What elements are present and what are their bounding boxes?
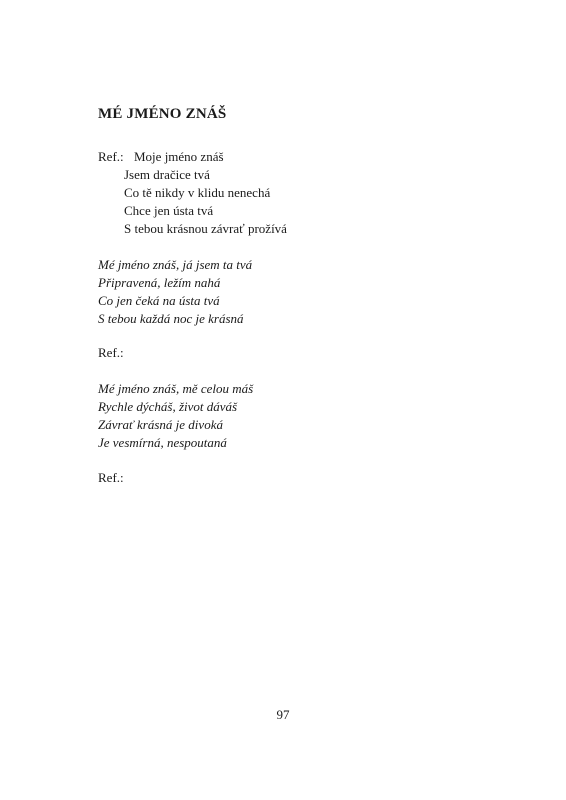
verse-line: Co jen čeká na ústa tvá — [98, 293, 220, 308]
page-number: 97 — [276, 707, 290, 722]
verse-line: Mé jméno znáš, já jsem ta tvá — [98, 257, 253, 272]
refrain-label: Ref.: — [98, 149, 124, 164]
verse-line: Připravená, ležím nahá — [98, 275, 221, 290]
refrain-repeat-label: Ref.: — [98, 345, 124, 360]
verse-line: S tebou každá noc je krásná — [98, 311, 244, 326]
refrain-line: Co tě nikdy v klidu nenechá — [124, 185, 271, 200]
refrain-line: Chce jen ústa tvá — [124, 203, 214, 218]
refrain-repeat-label: Ref.: — [98, 470, 124, 485]
verse-line: Závrať krásná je divoká — [98, 417, 223, 432]
verse-line: Rychle dýcháš, život dáváš — [98, 399, 238, 414]
song-title: MÉ JMÉNO ZNÁŠ — [98, 106, 227, 122]
refrain-line: Moje jméno znáš — [134, 149, 224, 164]
refrain-line: Jsem dračice tvá — [124, 167, 210, 182]
verse-line: Je vesmírná, nespoutaná — [98, 435, 227, 450]
verse-line: Mé jméno znáš, mě celou máš — [98, 381, 254, 396]
refrain-line: S tebou krásnou závrať prožívá — [124, 221, 287, 236]
